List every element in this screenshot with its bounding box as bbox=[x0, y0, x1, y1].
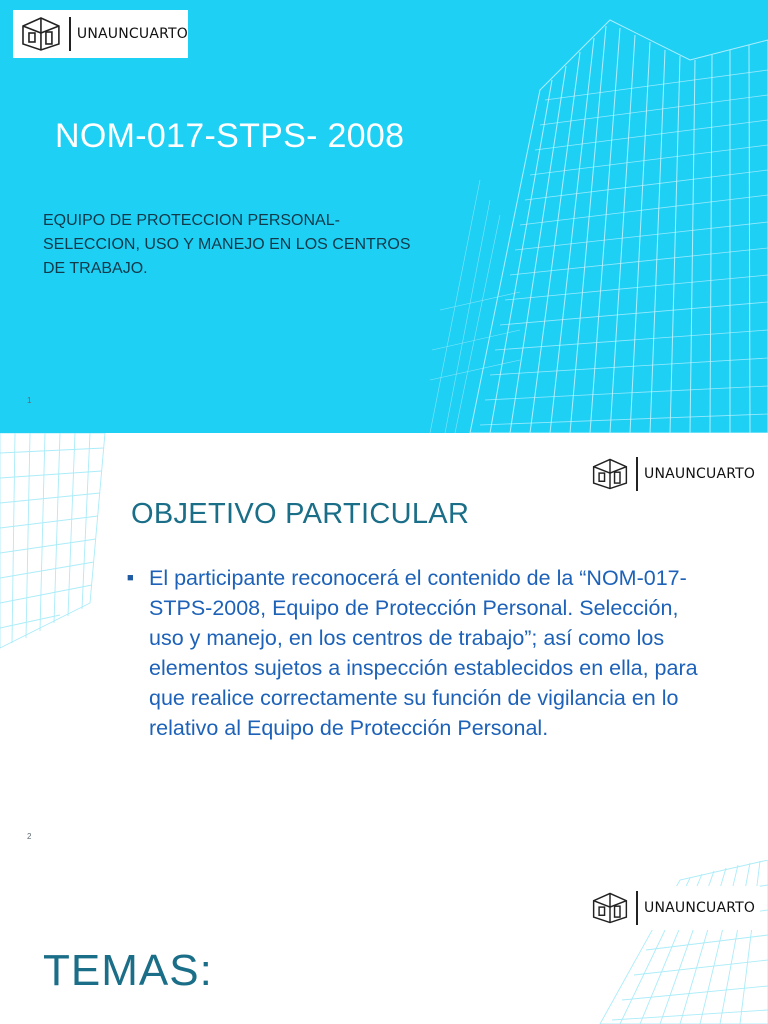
logo-cube-icon bbox=[590, 891, 630, 925]
slide-title: NOM-017-STPS- 2008 bbox=[55, 117, 405, 155]
logo-text: UNAUNCUARTO bbox=[644, 900, 756, 916]
bullet-square-icon: ■ bbox=[127, 572, 134, 584]
logo-text: UNAUNCUARTO bbox=[644, 466, 756, 482]
logo-cube-icon bbox=[590, 457, 630, 491]
slide-number: 2 bbox=[27, 832, 32, 841]
slide-title: OBJETIVO PARTICULAR bbox=[131, 498, 470, 530]
company-logo bbox=[13, 10, 188, 58]
right-wireframe-illustration bbox=[0, 860, 768, 1024]
company-logo bbox=[590, 886, 760, 930]
company-logo bbox=[590, 452, 760, 496]
slide-1 bbox=[0, 0, 768, 433]
slide-subtitle: EQUIPO DE PROTECCION PERSONAL- SELECCION, USO Y MANEJO EN LOS CENTROS DE TRABAJO. bbox=[43, 212, 411, 277]
logo-cube-icon bbox=[19, 16, 63, 52]
slide-3 bbox=[0, 860, 768, 1024]
logo-text: UNAUNCUARTO bbox=[76, 26, 188, 42]
bullet-item bbox=[127, 563, 712, 743]
slide-number: 1 bbox=[27, 396, 32, 405]
slide-title: TEMAS: bbox=[43, 946, 213, 995]
bullet-text: El participante reconocerá el contenido de la “NOM-017-STPS-2008, Equipo de Protección Personal. Selección, uso y manejo, en los centros de trabajo”; así como los elementos sujetos a inspección establecidos en ella, para que realice correctamente su función de vigilancia en lo relativo al Equipo de Protección Personal. bbox=[149, 566, 698, 740]
